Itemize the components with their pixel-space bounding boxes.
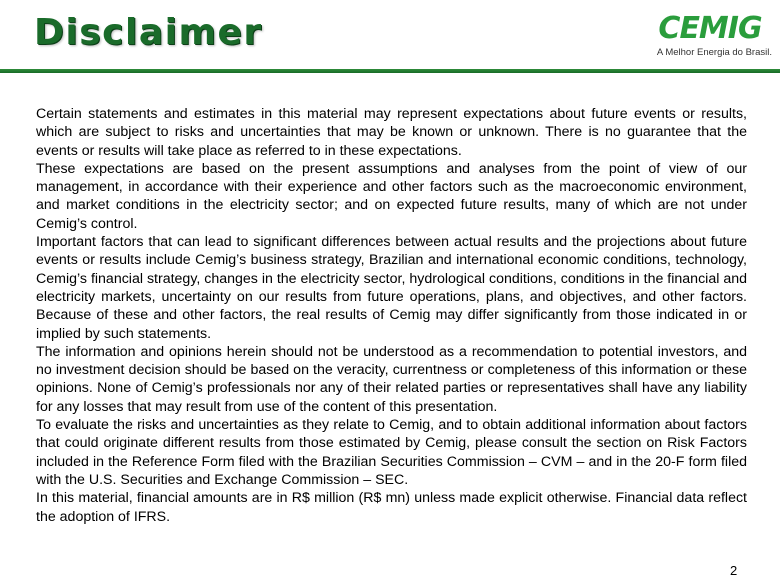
logo-wordmark: CEMIG [658, 11, 762, 46]
paragraph-important-factors: Important factors that can lead to significant differences between actual results and the projections about future events or results include Cemig’s business strategy, Brazilian and international economic conditions, technology, Cemig’s financial strategy, changes in the electricity sector, hydrological conditions, conditions in the financial and electricity markets, uncertainty on our results from future operations, plans, and objectives, and other factors. Because of these and other factors, the real results of Cemig may differ significantly from those indicated in or implied by such statements. [36, 234, 747, 342]
paragraph-financial-amounts: In this material, financial amounts are in R$ million (R$ mn) unless made explicit otherwise. Financial data reflect the adoption of IFRS. [36, 490, 747, 525]
logo-tagline: A Melhor Energia do Brasil. [656, 47, 772, 58]
paragraph-no-recommendation: The information and opinions herein should not be understood as a recommendation to potential investors, and no investment decision should be based on the veracity, currentness or completeness of this information or these opinions. None of Cemig’s professionals nor any of their related parties or representatives shall have any liability for any losses that may result from use of the content of this presentation. [36, 343, 747, 415]
cemig-logo [650, 12, 772, 62]
disclaimer-body [36, 105, 747, 526]
page-number: 2 [730, 563, 738, 578]
page-title: Disclaimer [34, 12, 263, 53]
header-divider [0, 69, 780, 73]
paragraph-assumptions: These expectations are based on the present assumptions and analyses from the point of view of our management, in accordance with their experience and other factors such as the macroeconomic environment, and market conditions in the electricity sector; and on expected future results, many of which are not under Cemig’s control. [36, 160, 747, 232]
paragraph-risk-factors: To evaluate the risks and uncertainties as they relate to Cemig, and to obtain additional information about factors that could originate different results from those estimated by Cemig, please consult the section on Risk Factors included in the Reference Form filed with the Brazilian Securities Commission – CVM – and in the 20-F form filed with the U.S. Securities and Exchange Commission – SEC. [36, 417, 747, 488]
paragraph-expectations-intro: Certain statements and estimates in this material may represent expectations about future events or results, which are subject to risks and uncertainties that may be known or unknown. There is no guarantee that the events or results will take place as referred to in these expectations. [36, 106, 747, 159]
